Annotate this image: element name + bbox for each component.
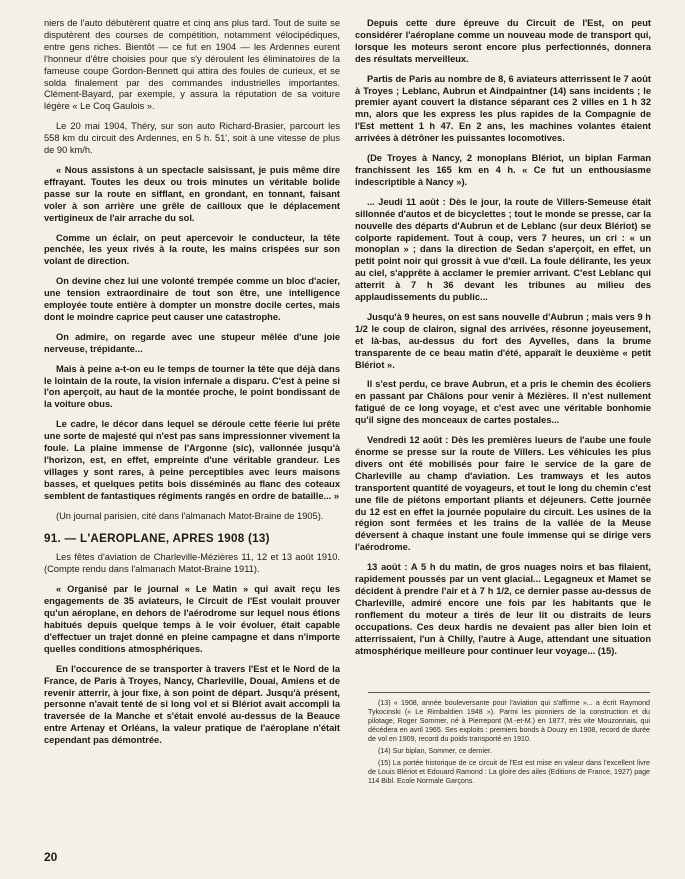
quote-paragraph: Le cadre, le décor dans lequel se déroule cette féerie lui prête une sorte de majesté qui n'est pas sans impressionner vivement la foule. La plaine immense de l'Argonne (sic), vallonnée jusqu'à l'horizon, est, en effet, empreinte d'une véritable grandeur. Les villages y sont rares, à peine perceptibles avec leurs maisons basses, et quelques petits bois disséminés au flanc des coteaux semblent de fantastiques régiments rangés en ordre de bataille... »	[44, 419, 340, 501]
quote-paragraph: On admire, on regarde avec une stupeur mêlée d'une joie nerveuse, trépidante...	[44, 331, 340, 354]
quote-paragraph: On devine chez lui une volonté trempée comme un bloc d'acier, une tension extraordinaire de tout son être, une intelligence employée toute entière à dompter un monstre docile certes, mais dont le moindre caprice peut causer une catastrophe.	[44, 276, 340, 322]
source-citation: (Un journal parisien, cité dans l'almanach Matot-Braine de 1905).	[56, 510, 324, 521]
footnotes	[368, 692, 650, 789]
quote-paragraph: Comme un éclair, on peut apercevoir le conducteur, la tête penchée, les yeux rivés à la route, les mains crispées sur son volant de direction.	[44, 232, 340, 267]
quote-paragraph: Vendredi 12 août : Dès les premières lueurs de l'aube une foule énorme se presse sur la route de Villers. Les véhicules les plus divers ont été mobilisés pour faire le service de la gare de Charleville au champ d'aviation. Les tramways et les autos transportent quantité de voyageurs, et tout le long du chemin c'est une file de piétons emportant pliants et déjeuners. Cette journée du 12 est en effet la journée populaire du circuit. Les usines de la région sont fermées et les trains de la vallée de la Meuse déversent à chaque instant une foule immense qui se dirige vers l'aérodrome.	[355, 435, 651, 553]
quote-paragraph: Mais à peine a-t-on eu le temps de tourner la tête que déjà dans le lointain de la route, la vision infernale a disparu. C'est à peine si l'on aperçoit, au haut de la montée proche, le point bondissant de la voiture obus.	[44, 363, 340, 410]
quote-paragraph: 13 août : A 5 h du matin, de gros nuages noirs et bas filaient, rapidement poussés par un vent glacial... Legagneux et Mamet se décident à prendre l'air et à 7 h 1/2, ce dernier passe au-dessus de Charleville, admiré encore une fois par les habitants que le ronflement du moteur a tirés de leur lit ou distraits de leurs occupations. Ces deux hardis ne devaient pas aller bien loin et atterrissaient, l'un à Chilly, l'autre à Auge, attendant une situation atmosphérique meilleure pour continuer leur voyage... (15).	[355, 562, 651, 656]
section-heading: 91. — L'AEROPLANE, APRES 1908 (13)	[44, 531, 270, 545]
quote-paragraph: En l'occurence de se transporter à travers l'Est et le Nord de la France, de Paris à Troyes, Nancy, Charleville, Douai, Amiens et de revenir atterrir, à jour fixe, à son point de départ. Jusqu'à présent, personne n'avait tenté de si long vol et si Blériot avait accompli la traversée de la Manche et s'était envolé au-dessus de la Beauce entre Artenay et Orléans, la valeur pratique de l'aéroplane n'était cependant pas démontrée.	[44, 663, 340, 746]
quote-paragraph: Jusqu'à 9 heures, on est sans nouvelle d'Aubrun ; mais vers 9 h 1/2 le coup de clairon, signal des arrivées, résonne joyeusement, et là-bas, au-dessus du fort des Ayvelles, dans la brume transparente de ce beau matin d'été, apparaît le deuxième « petit Blériot ».	[355, 311, 651, 370]
quote-paragraph: « Organisé par le journal « Le Matin » qui avait reçu les engagements de 35 aviateurs, le Circuit de l'Est voulait prouver qu'un aéroplane, en dehors de l'aérodrome sur lequel nous étions habitués depuis quelque temps à le voir évoluer, était capable d'effectuer un trajet donné en pleine campagne et dans n'importe quelles conditions atmosphériques.	[44, 584, 340, 654]
paragraph: Le 20 mai 1904, Théry, sur son auto Richard-Brasier, parcourt les 558 km du circuit des Ardennes, en 5 h. 51', soit à une vitesse de plus de 90 km/h.	[44, 121, 340, 156]
footnote: (13) « 1908, année bouleversante pour l'aviation qui s'affirme »... a écrit Raymond Tykocinski (« Le Rimbaldien 1948 »). Parmi les pionniers de la construction et du pilotage, Roger Sommer, né à Pierrepont (M.-et-M.) en 1877, très vite Mouzonnais, qui décédera en avril 1965. Ses exploits : premiers bonds à Douzy en 1908, record de durée de vol en 1909, record du poids transporté en 1910.	[368, 699, 650, 743]
page-number: 20	[44, 850, 58, 864]
footnote: (15) La portée historique de ce circuit de l'Est est mise en valeur dans l'excellent livre de Louis Blériot et Edouard Ramond : La gloire des ailes (Editions de France, 1927) page 114 Bibl. Ecole Normale Garçons.	[368, 759, 650, 785]
footnote: (14) Sur biplan, Sommer, ce dernier.	[378, 747, 492, 755]
paragraph: Les fêtes d'aviation de Charleville-Mézières 11, 12 et 13 août 1910. (Compte rendu dans l'almanach Matot-Braine 1911).	[44, 552, 340, 575]
paragraph: niers de l'auto débutèrent quatre et cinq ans plus tard. Tout de suite se disputèrent des courses de compétition, notamment vélocipédiques, entre gens riches. Bientôt — ce fut en 1904 — les Ardennes eurent l'honneur d'être choisies pour que s'y déroulent les éliminatoires de la fameuse coupe Gordon-Bennett qui attira des foules de curieux, et se solda finalement par des commandes industrielles importantes. Clément-Bayard, par exemple, y assura la réputation de sa voiture légère « Le Coq Gaulois ».	[44, 18, 340, 112]
left-column	[44, 18, 340, 755]
quote-paragraph: Partis de Paris au nombre de 8, 6 aviateurs atterrissent le 7 août à Troyes ; Leblanc, Aubrun et Aindpaintner (14) sans incidents ; le premier ayant couvert la distance séparant ces 2 villes en 1 h 32 mn, alors que les express les plus rapides de la Compagnie de l'Est mettent 1 h 47. En 2 ans, les machines volantes étaient arrivées à détrôner les puissantes locomotives.	[355, 73, 651, 144]
right-column	[355, 18, 651, 665]
quote-paragraph: Depuis cette dure épreuve du Circuit de l'Est, on peut considérer l'aéroplane comme un nouveau mode de transport qui, lorsque les moteurs seront encore plus perfectionnés, donnera des résultats merveilleux.	[355, 18, 651, 64]
quote-paragraph: (De Troyes à Nancy, 2 monoplans Blériot, un biplan Farman franchissent les 165 km en 4 h. « Ce fut un enthousiasme indescriptible à Nancy »).	[355, 153, 651, 187]
quote-paragraph: « Nous assistons à un spectacle saisissant, je puis même dire effrayant. Toutes les deux ou trois minutes un véritable bolide passe sur la route en sifflant, en grondant, en tonnant, faisant voler à son arrière une grêle de cailloux que le déplacement vertigineux de l'air arrache du sol.	[44, 164, 340, 223]
quote-paragraph: ... Jeudi 11 août : Dès le jour, la route de Villers-Semeuse était sillonnée d'autos et de bicyclettes ; tout le monde se presse, car la nouvelle des départs d'Aubrun et de Leblanc (sur deux Blériot) se colporte rapidement. Tout à coup, vers 7 heures, un cri : « un monoplan » ; dans la direction de Sedan s'aperçoit, en effet, un petit point noir qui grossit à vue d'œil. La foule délirante, les yeux au ciel, s'apprête à acclamer le premier arrivant. C'est Leblanc qui atterrit à 7 h 36 devant les tribunes au milieu des applaudissements du public...	[355, 196, 651, 303]
quote-paragraph: Il s'est perdu, ce brave Aubrun, et a pris le chemin des écoliers en passant par Châlons pour venir à Mézières. Il n'est nullement fatigué de ce long voyage, et c'est avec une véritable bonhomie qu'il signe des monceaux de cartes postales...	[355, 379, 651, 426]
